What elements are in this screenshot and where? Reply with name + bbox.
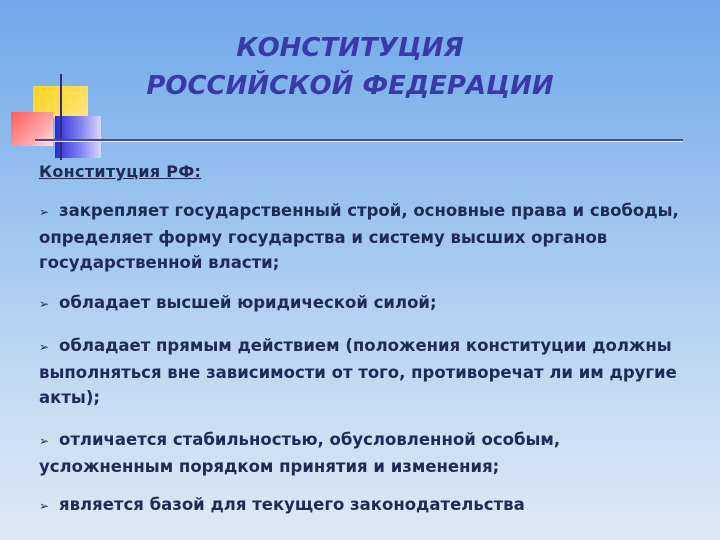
decor-vertical-line <box>60 74 62 160</box>
arrow-bullet-icon: ➢ <box>39 434 50 448</box>
arrow-bullet-icon: ➢ <box>39 205 50 219</box>
arrow-bullet-icon: ➢ <box>39 297 50 311</box>
section-heading: Конституция РФ: <box>39 162 202 181</box>
arrow-bullet-icon: ➢ <box>39 340 50 354</box>
list-item <box>39 290 679 317</box>
list-item-text: обладает высшей юридической силой; <box>59 293 437 312</box>
page-title-line1: КОНСТИТУЦИЯ <box>236 33 464 63</box>
list-item-text: закрепляет государственный строй, основные права и свободы, определяет форму государства и систему высших органов государственной власти; <box>39 201 679 272</box>
arrow-bullet-icon: ➢ <box>39 499 50 513</box>
list-item <box>39 427 679 479</box>
page-title-line2: РОССИЙСКОЙ ФЕДЕРАЦИИ <box>146 71 554 101</box>
list-item <box>39 492 679 519</box>
list-item <box>39 333 679 410</box>
list-item-text: обладает прямым действием (положения конституции должны выполняться вне зависимости от того, противоречат ли им другие акты); <box>39 336 677 407</box>
list-item-text: является базой для текущего законодательства <box>59 495 525 514</box>
list-item <box>39 198 679 275</box>
list-item-text: отличается стабильностью, обусловленной особым, усложненным порядком принятия и изменения; <box>39 430 561 476</box>
decor-horizontal-line-highlight <box>35 141 683 142</box>
